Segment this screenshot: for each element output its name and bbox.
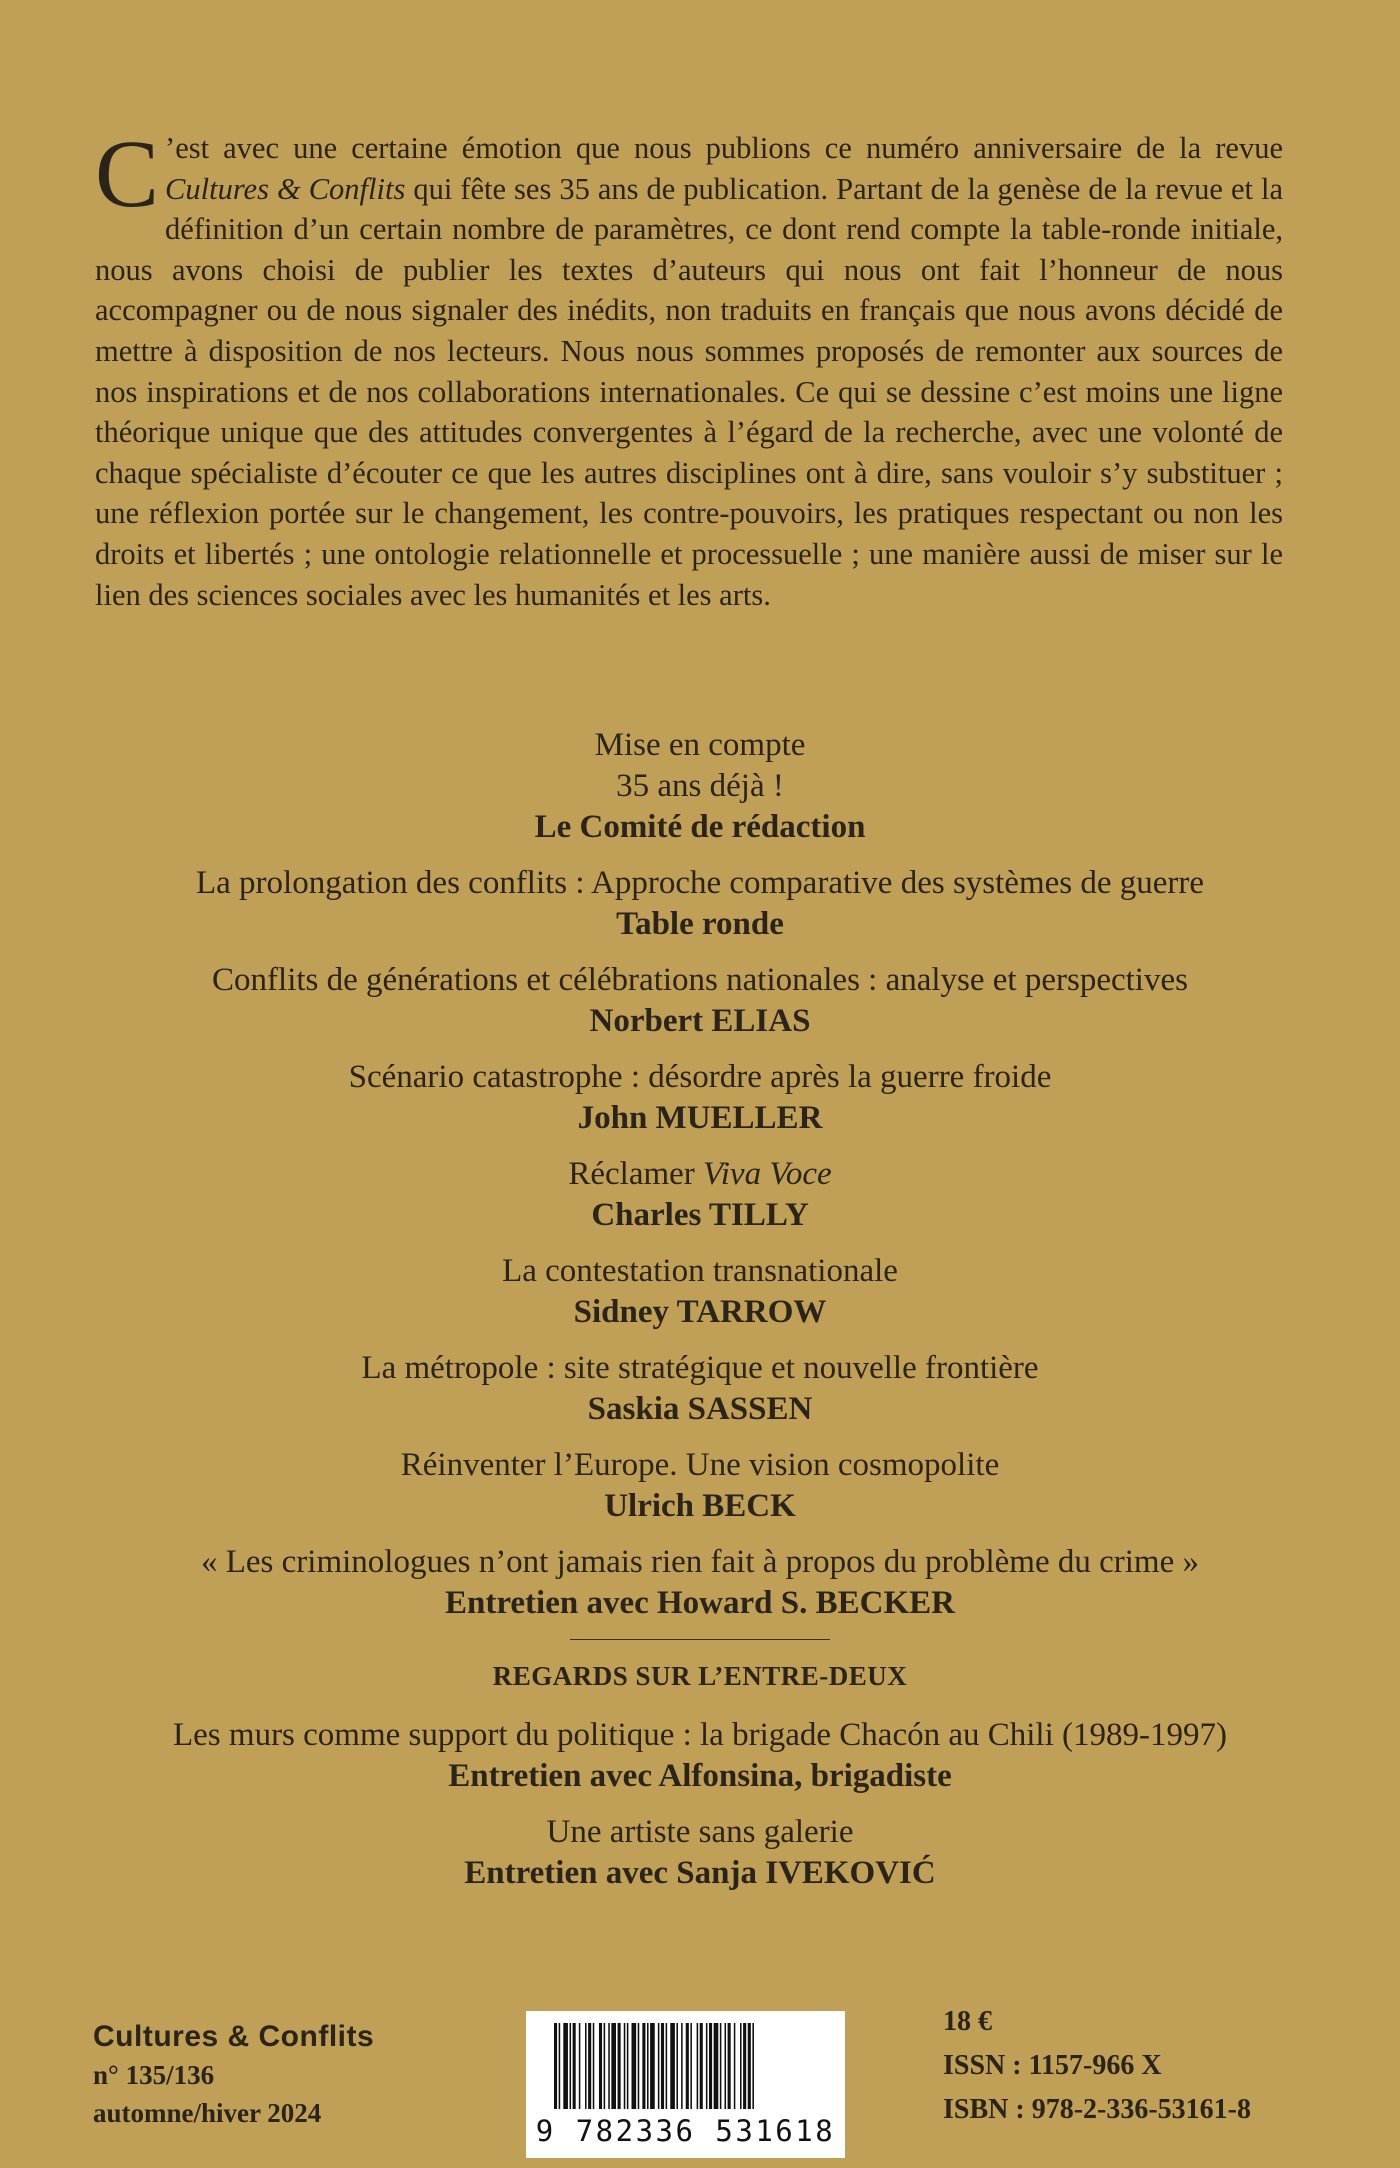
barcode-bar	[642, 2023, 645, 2109]
barcode-bar	[608, 2023, 610, 2109]
toc-item-author: Charles TILLY	[591, 1197, 809, 1233]
section-heading: REGARDS SUR L’ENTRE-DEUX	[492, 1661, 908, 1691]
barcode-bar	[700, 2023, 703, 2109]
toc-item-title: La prolongation des conflits : Approche comparative des systèmes de guerre	[195, 865, 1205, 901]
toc-item-author: Entretien avec Alfonsina, brigadiste	[448, 1758, 952, 1794]
barcode-bar	[714, 2023, 719, 2109]
barcode-bar	[599, 2023, 602, 2109]
barcode-bar	[593, 2023, 595, 2109]
barcode-number: 9 782336 531618	[535, 2114, 836, 2148]
toc-item-author: Table ronde	[616, 906, 784, 942]
barcode-bar	[686, 2023, 689, 2109]
toc-item-title: La contestation transnationale	[502, 1253, 898, 1289]
toc-item	[80, 1542, 1320, 1624]
isbn: ISBN : 978-2-336-53161-8	[943, 2094, 1251, 2125]
price: 18 €	[943, 2006, 992, 2037]
toc-item-title: Mise en compte	[594, 727, 806, 763]
barcode-bar	[559, 2023, 561, 2109]
toc-item-author: Le Comité de rédaction	[534, 809, 866, 845]
issue-number: n° 135/136	[93, 2060, 215, 2090]
issue-season: automne/hiver 2024	[93, 2098, 322, 2128]
barcode-bar	[570, 2023, 572, 2109]
barcode-bar	[709, 2023, 712, 2109]
publication-info	[943, 2000, 1251, 2132]
toc-item-title: Réinventer l’Europe. Une vision cosmopolite	[400, 1447, 1000, 1483]
toc-item-author: Entretien avec Sanja IVEKOVIĆ	[464, 1855, 936, 1891]
barcode-bar	[632, 2023, 637, 2109]
barcode-bar	[725, 2023, 727, 2109]
journal-info	[93, 2018, 374, 2132]
intro-paragraph	[95, 120, 1283, 615]
barcode-bar	[752, 2023, 754, 2109]
toc-item	[80, 1057, 1320, 1139]
barcode-bar	[554, 2023, 557, 2109]
toc-item	[80, 1251, 1320, 1333]
barcode-bar	[627, 2023, 629, 2109]
toc-item-title: Une artiste sans galerie	[546, 1814, 854, 1850]
barcode-bar	[588, 2023, 591, 2109]
barcode-bar	[681, 2023, 683, 2109]
toc-item-author: John MUELLER	[577, 1100, 823, 1136]
barcode-bar	[579, 2023, 581, 2109]
barcode-bar	[573, 2023, 576, 2109]
barcode-bar	[661, 2023, 664, 2109]
barcode-bar	[638, 2023, 640, 2109]
barcode-bar	[697, 2023, 699, 2109]
barcode-bar	[734, 2023, 736, 2109]
barcode-bar	[650, 2023, 655, 2109]
toc-item-title: Scénario catastrophe : désordre après la guerre froide	[348, 1059, 1052, 1095]
drop-cap: C	[95, 120, 160, 227]
table-of-contents	[80, 725, 1320, 1909]
barcode-bar	[740, 2023, 742, 2109]
intro-text-part2: qui fête ses 35 ans de publication. Partant de la genèse de la revue et la définition d’un certain nombre de paramètres, ce dont rend compte la table-ronde initiale, nous avons choisi de publier les textes d’auteurs qui nous ont fait l’honneur de nous accompagner ou de nous signaler des inédits, non traduits en français que nous avons décidé de mettre à disposition de nos lecteurs. Nous nous sommes proposés de remonter aux sources de nos inspirations et de nos collaborations internationales. Ce qui se dessine c’est moins une ligne théorique unique que des attitudes convergentes à l’égard de la recherche, avec une volonté de chaque spécialiste d’écouter ce que les autres disciplines ont à dire, sans vouloir s’y substituer ; une réflexion portée sur le changement, les contre-pouvoirs, les pratiques respectant ou non les droits et libertés ; une ontologie relationnelle et processuelle ; une manière aussi de miser sur le lien des sciences sociales avec les humanités et les arts.	[95, 171, 1283, 612]
barcode-bars	[554, 2023, 817, 2109]
toc-item-title: Conflits de générations et célébrations nationales : analyse et perspectives	[212, 962, 1188, 998]
toc-item	[80, 960, 1320, 1042]
toc-item	[80, 863, 1320, 945]
barcode-bar	[670, 2023, 675, 2109]
toc-item	[80, 1715, 1320, 1797]
journal-name-italic: Cultures & Conflits	[165, 171, 406, 206]
toc-item-title: La métropole : site stratégique et nouvelle frontière	[361, 1350, 1039, 1386]
toc-item-editorial	[80, 725, 1320, 848]
toc-item-author: Norbert ELIAS	[589, 1003, 811, 1039]
intro-text-part1: ’est avec une certaine émotion que nous publions ce numéro anniversaire de la revue	[165, 131, 1283, 165]
toc-item-subtitle: 35 ans déjà !	[616, 768, 784, 804]
barcode-bar	[748, 2023, 751, 2109]
toc-title-italic: Viva Voce	[703, 1156, 832, 1192]
barcode-bar	[618, 2023, 621, 2109]
section-divider	[570, 1639, 830, 1640]
toc-item	[80, 1812, 1320, 1894]
barcode-bar	[728, 2023, 731, 2109]
barcode-bar	[706, 2023, 708, 2109]
barcode	[526, 2011, 845, 2158]
barcode-bar	[720, 2023, 722, 2109]
toc-item	[80, 1445, 1320, 1527]
barcode-bar	[666, 2023, 668, 2109]
toc-item-title	[80, 1154, 1320, 1195]
barcode-bar	[585, 2023, 587, 2109]
issn: ISSN : 1157-966 X	[943, 2050, 1162, 2081]
barcode-bar	[743, 2023, 746, 2109]
barcode-bar	[611, 2023, 616, 2109]
toc-item-author: Entretien avec Howard S. BECKER	[445, 1585, 955, 1621]
barcode-bar	[624, 2023, 626, 2109]
barcode-bar	[690, 2023, 692, 2109]
toc-item	[80, 1348, 1320, 1430]
toc-title-prefix: Réclamer	[568, 1156, 704, 1192]
barcode-bar	[658, 2023, 660, 2109]
toc-item-author: Ulrich BECK	[604, 1488, 796, 1524]
toc-item-title: « Les criminologues n’ont jamais rien fait à propos du problème du crime »	[201, 1544, 1199, 1580]
journal-title: Cultures & Conflits	[93, 2020, 375, 2053]
toc-item-author: Sidney TARROW	[573, 1294, 827, 1330]
barcode-bar	[676, 2023, 678, 2109]
toc-item	[80, 1154, 1320, 1236]
barcode-bar	[563, 2023, 568, 2109]
toc-item-title: Les murs comme support du politique : la brigade Chacón au Chili (1989-1997)	[173, 1717, 1227, 1753]
barcode-bar	[647, 2023, 649, 2109]
toc-item-author: Saskia SASSEN	[587, 1391, 813, 1427]
barcode-bar	[604, 2023, 606, 2109]
